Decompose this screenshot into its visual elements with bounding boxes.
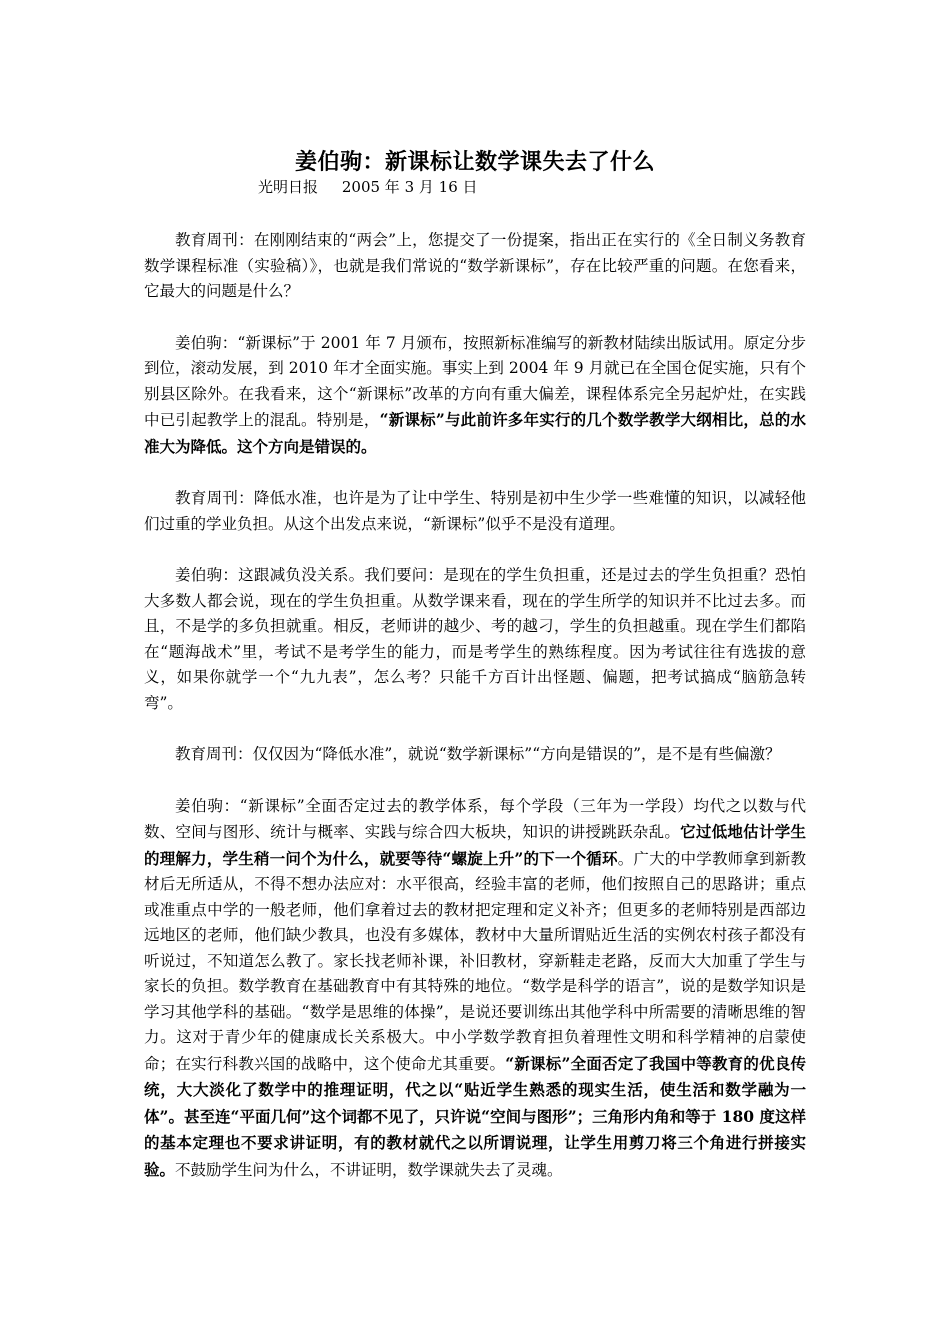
paragraph-segment: 姜伯驹：“新课标”全面否定过去的教学体系，每个学段（三年为一学段）均代之以数与代数、空间与图形、统计与概率、实践与综合四大板块，知识的讲授跳跃杂乱。: [144, 796, 806, 841]
paragraph-segment: 教育周刊：降低水准，也许是为了让中学生、特别是初中生少学一些难懂的知识，以减轻他们过重的学业负担。从这个出发点来说，“新课标”似乎不是没有道理。: [144, 489, 806, 533]
article-byline: [258, 176, 478, 198]
paragraph-segment-bold: 它过低地估计学生的理解力，学生稍一问个为什么，就要等待“螺旋上升”的下一个循环: [144, 822, 806, 868]
byline-source: 光明日报: [258, 178, 319, 196]
paragraph-segment: 姜伯驹：这跟减负没关系。我们要问：是现在的学生负担重，还是过去的学生负担重？恐怕大多数人都会说，现在的学生负担重。从数学课来看，现在的学生所学的知识并不比过去多。而且，不是学的多负担就重。相反，老师讲的越少、考的越刁，学生的负担越重。现在学生们都陷在“题海战术”里，考试不是考学生的能力，而是考学生的熟练程度。因为考试往往有选拔的意义，如果你就学一个“九九表”，怎么考？只能千方百计出怪题、偏题，把考试搞成“脑筋急转弯”。: [144, 566, 806, 712]
paragraph-3: [144, 486, 806, 537]
paragraph-6: [144, 794, 806, 1184]
paragraph-segment: 姜伯驹：“新课标”于 2001 年 7 月颁布，按照新标准编写的新教材陆续出版试用。原定分步到位，滚动发展，到 2010 年才全面实施。事实上到 2004 年 9 月就已在全国仓促实施，只有个别县区除外。在我看来，这个“新课标”改革的方向有重大偏差，课程体系完全另起炉灶，在实践中已引起教学上的混乱。特别是，: [144, 333, 806, 429]
byline-date: 2005 年 3 月 16 日: [341, 178, 478, 196]
paragraph-segment-bold: “新课标”全面否定了我国中等教育的优良传统，大大淡化了数学中的推理证明，代之以“贴近学生熟悉的现实生活，使生活和数学融为一体”。甚至连“平面几何”这个词都不见了，只许说“空间与图形”；三角形内角和等于 180 度这样的基本定理也不要求讲证明，有的教材就代之以所谓说理，让学生用剪刀将三个角进行拼接实验。: [144, 1053, 806, 1179]
paragraph-1: [144, 228, 806, 305]
paragraph-2: [144, 331, 806, 461]
paragraph-4: [144, 563, 806, 716]
paragraph-5: [144, 742, 806, 768]
paragraph-segment: 教育周刊：在刚刚结束的“两会”上，您提交了一份提案，指出正在实行的《全日制义务教育数学课程标准（实验稿）》，也就是我们常说的“数学新课标”，存在比较严重的问题。在您看来，它最大的问题是什么？: [144, 231, 806, 300]
paragraph-segment-bold: “新课标”与此前许多年实行的几个数学教学大纲相比，总的水准大为降低。这个方向是错误的。: [144, 410, 806, 456]
paragraph-segment: 不鼓励学生问为什么，不讲证明，数学课就失去了灵魂。: [175, 1160, 563, 1179]
article-body: [144, 228, 806, 1209]
article-title: 姜伯驹：新课标让数学课失去了什么: [294, 149, 655, 175]
paragraph-segment: 。广大的中学教师拿到新教材后无所适从，不得不想办法应对：水平很高，经验丰富的老师，他们按照自己的思路讲；重点或准重点中学的一般老师，他们拿着过去的教材把定理和定义补齐；但更多的老师特别是西部边远地区的老师，他们缺少教具，也没有多媒体，教材中大量所谓贴近生活的实例农村孩子都没有听说过，不知道怎么教了。家长找老师补课，补旧教材，穿新鞋走老路，反而大大加重了学生与家长的负担。数学教育在基础教育中有其特殊的地位。“数学是科学的语言”，说的是数学知识是学习其他学科的基础。“数学是思维的体操”，是说还要训练出其他学科中所需要的清晰思维的智力。这对于青少年的健康成长关系极大。中小学数学教育担负着理性文明和科学精神的启蒙使命；在实行科教兴国的战略中，这个使命尤其重要。: [144, 849, 806, 1073]
paragraph-segment: 教育周刊：仅仅因为“降低水准”，就说“数学新课标”“方向是错误的”，是不是有些偏激？: [175, 745, 781, 763]
